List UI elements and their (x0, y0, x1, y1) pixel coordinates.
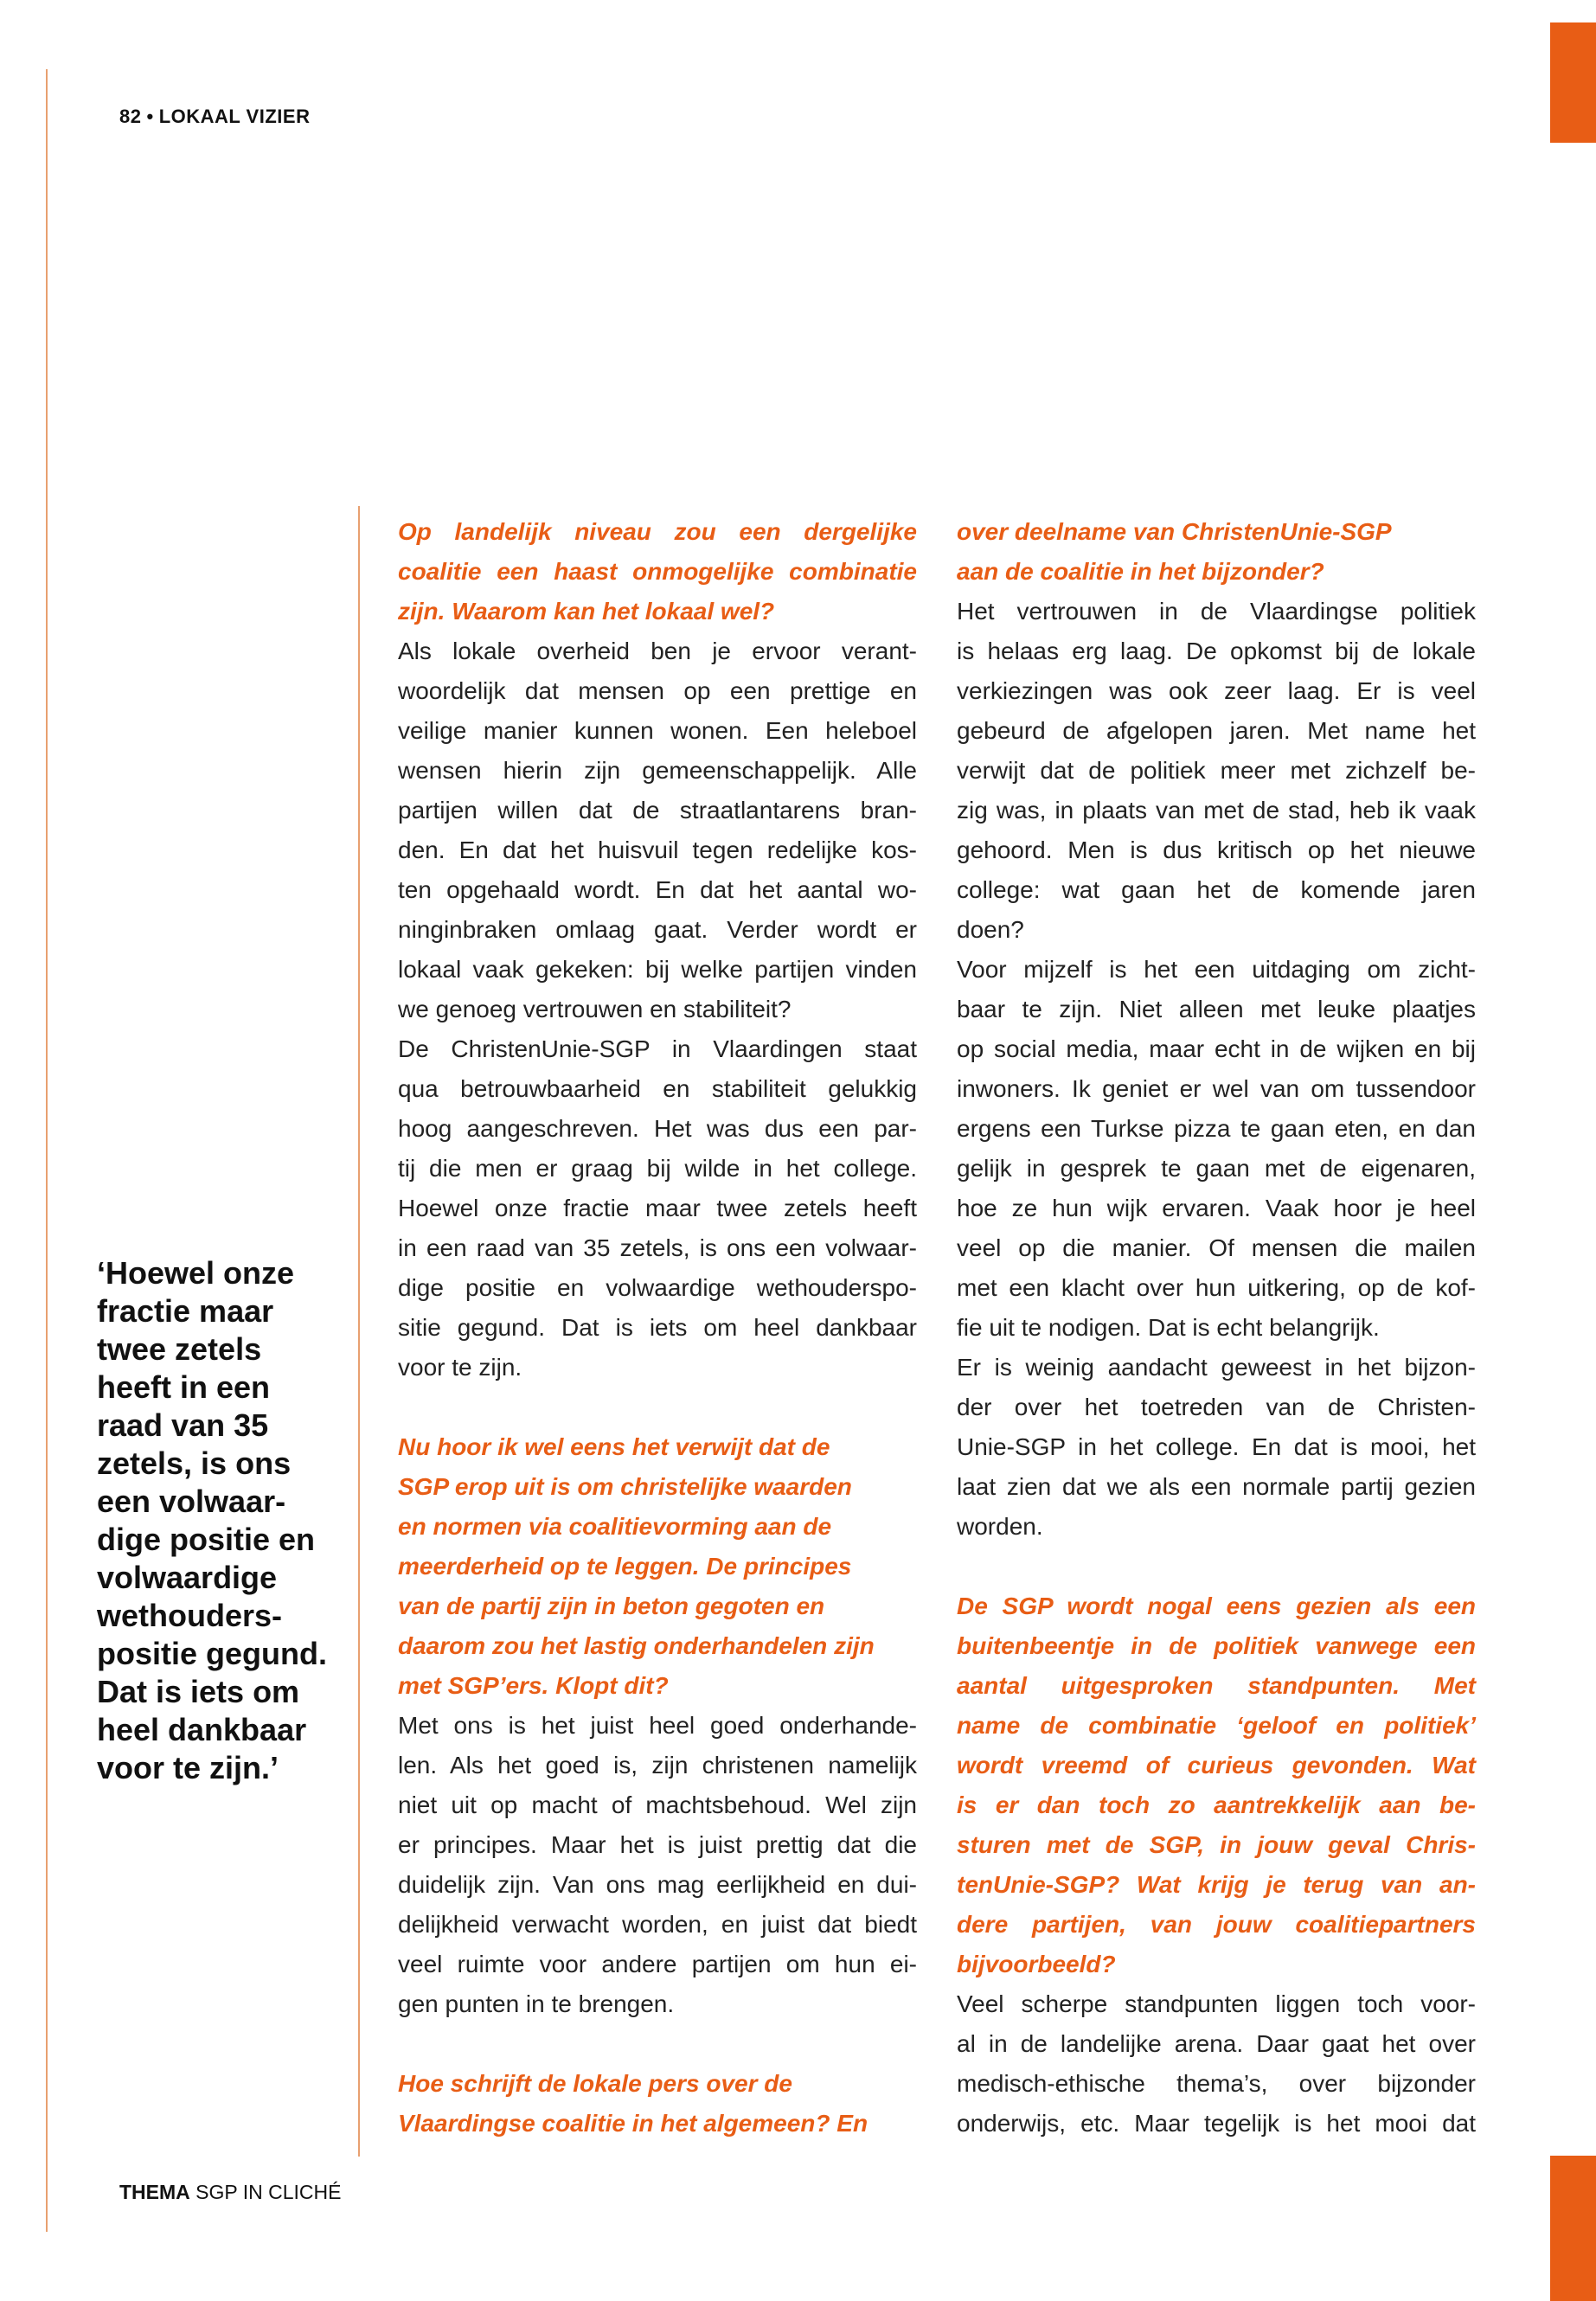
interview-question-line: en normen via coalitievorming aan de (398, 1513, 832, 1540)
pull-quote-line: Dat is iets om (97, 1674, 300, 1709)
interview-question-line: Vlaardingse coalitie in het algemeen? En (398, 2110, 869, 2137)
body-text-line: baar te zijn. Niet alleen met leuke plaatjes (957, 996, 1476, 1022)
pull-quote-line: volwaardige (97, 1560, 278, 1595)
interview-question-line: bijvoorbeeld? (957, 1951, 1116, 1977)
pull-quote-line: fractie maar (97, 1293, 274, 1329)
body-text-line: De ChristenUnie-SGP in Vlaardingen staat (398, 1035, 917, 1062)
article-column-left (398, 512, 917, 2144)
pull-quote-line: een volwaar- (97, 1484, 286, 1519)
body-text-line: Het vertrouwen in de Vlaardingse politiek (957, 598, 1476, 625)
body-text-line: met een klacht over hun uitkering, op de kof- (957, 1274, 1476, 1301)
body-text-line: dige positie en volwaardige wethouderspo- (398, 1274, 917, 1301)
interview-question-line: is er dan toch zo aantrekkelijk aan be- (957, 1791, 1476, 1818)
footer-theme-label: THEMA (119, 2181, 190, 2203)
interview-question-line: De SGP wordt nogal eens gezien als een (957, 1593, 1476, 1619)
body-text-line: hoe ze hun wijk ervaren. Vaak hoor je heel (957, 1195, 1476, 1221)
interview-question-line: aantal uitgesproken standpunten. Met (957, 1672, 1476, 1699)
body-text-line: doen? (957, 916, 1024, 943)
body-text-line: Voor mijzelf is het een uitdaging om zicht- (957, 956, 1476, 983)
pull-quote-line: wethouders- (97, 1598, 283, 1633)
interview-question-line: SGP erop uit is om christelijke waarden (398, 1473, 852, 1500)
paragraph-gap (957, 1547, 1476, 1586)
interview-question-line: wordt vreemd of curieus gevonden. Wat (957, 1752, 1476, 1779)
body-text-line: Als lokale overheid ben je ervoor verant- (398, 638, 917, 664)
body-text-line: delijkheid verwacht worden, en juist dat biedt (398, 1911, 917, 1938)
interview-question-line: Nu hoor ik wel eens het verwijt dat de (398, 1433, 830, 1460)
section-title: LOKAAL VIZIER (158, 106, 311, 127)
body-text-line: Met ons is het juist heel goed onderhande- (398, 1712, 917, 1739)
body-text-line: wensen hierin zijn gemeenschappelijk. Alle (398, 757, 917, 784)
body-text-line: worden. (957, 1513, 1043, 1540)
interview-question-line: aan de coalitie in het bijzonder? (957, 558, 1324, 585)
interview-question-line: coalitie een haast onmogelijke combinatie (398, 558, 917, 585)
pull-quote-line: heel dankbaar (97, 1712, 307, 1747)
body-text-line: al in de landelijke arena. Daar gaat het over (957, 2030, 1476, 2057)
pull-quote-line: ‘Hoewel onze (97, 1255, 295, 1291)
pull-quote-line: twee zetels (97, 1331, 262, 1367)
page-tab-top (1550, 22, 1596, 143)
body-text-line: niet uit op macht of machtsbehoud. Wel zijn (398, 1791, 917, 1818)
body-text-line: Unie-SGP in het college. En dat is mooi, het (957, 1433, 1476, 1460)
interview-question-line: daarom zou het lastig onderhandelen zijn (398, 1632, 875, 1659)
pull-quote-line: zetels, is ons (97, 1445, 292, 1481)
pull-quote (97, 1254, 348, 1787)
body-text-line: voor te zijn. (398, 1354, 522, 1381)
interview-question-line: name de combinatie ‘geloof en politiek’ (957, 1712, 1476, 1739)
paragraph-gap (398, 1388, 917, 1427)
body-text-line: duidelijk zijn. Van ons mag eerlijkheid en dui- (398, 1871, 917, 1898)
pull-quote-line: dige positie en (97, 1522, 316, 1557)
body-text-line: sitie gegund. Dat is iets om heel dankbaar (398, 1314, 917, 1341)
body-text-line: gehoord. Men is dus kritisch op het nieuwe (957, 836, 1476, 863)
interview-question-line: dere partijen, van jouw coalitiepartners (957, 1911, 1476, 1938)
body-text-line: Er is weinig aandacht geweest in het bijzon- (957, 1354, 1476, 1381)
pull-quote-line: raad van 35 (97, 1407, 269, 1443)
interview-question-line: tenUnie-SGP? Wat krijg je terug van an- (957, 1871, 1476, 1898)
body-text-line: len. Als het goed is, zijn christenen namelijk (398, 1752, 917, 1779)
interview-question-line: zijn. Waarom kan het lokaal wel? (398, 598, 775, 625)
body-text-line: tij die men er graag bij wilde in het college. (398, 1155, 917, 1182)
column-rule (358, 506, 360, 2157)
running-header (119, 106, 310, 128)
body-text-line: fie uit te nodigen. Dat is echt belangrijk. (957, 1314, 1380, 1341)
body-text-line: zig was, in plaats van met de stad, heb ik vaak (957, 797, 1476, 824)
paragraph-gap (398, 2024, 917, 2064)
body-text-line: inwoners. Ik geniet er wel van om tussendoor (957, 1075, 1476, 1102)
body-text-line: gen punten in te brengen. (398, 1990, 675, 2017)
interview-question-line: Hoe schrijft de lokale pers over de (398, 2070, 792, 2097)
interview-question-line: buitenbeentje in de politiek vanwege een (957, 1632, 1476, 1659)
body-text-line: den. En dat het huisvuil tegen redelijke kos- (398, 836, 917, 863)
body-text-line: we genoeg vertrouwen en stabiliteit? (398, 996, 792, 1022)
body-text-line: partijen willen dat de straatlantarens bran- (398, 797, 917, 824)
pull-quote-line: positie gegund. (97, 1636, 327, 1671)
body-text-line: veilige manier kunnen wonen. Een heleboel (398, 717, 917, 744)
body-text-line: gelijk in gesprek te gaan met de eigenaren, (957, 1155, 1476, 1182)
body-text-line: op social media, maar echt in de wijken en bij (957, 1035, 1476, 1062)
body-text-line: ergens een Turkse pizza te gaan eten, en dan (957, 1115, 1476, 1142)
body-text-line: Hoewel onze fractie maar twee zetels heeft (398, 1195, 917, 1221)
body-text-line: is helaas erg laag. De opkomst bij de lokale (957, 638, 1476, 664)
interview-question-line: van de partij zijn in beton gegoten en (398, 1593, 825, 1619)
pull-quote-line: heeft in een (97, 1369, 271, 1405)
body-text-line: ninginbraken omlaag gaat. Verder wordt er (398, 916, 917, 943)
body-text-line: hoog aangeschreven. Het was dus een par- (398, 1115, 917, 1142)
article-column-right (957, 512, 1476, 2144)
header-separator: • (146, 106, 154, 127)
body-text-line: medisch-ethische thema’s, over bijzonder (957, 2070, 1476, 2097)
interview-question-line: sturen met de SGP, in jouw geval Chris- (957, 1831, 1476, 1858)
interview-question-line: Op landelijk niveau zou een dergelijke (398, 518, 917, 545)
body-text-line: Veel scherpe standpunten liggen toch voor- (957, 1990, 1476, 2017)
interview-question-line: met SGP’ers. Klopt dit? (398, 1672, 669, 1699)
pull-quote-line: voor te zijn.’ (97, 1750, 279, 1785)
body-text-line: verkiezingen was ook zeer laag. Er is veel (957, 677, 1476, 704)
interview-question-line: over deelname van ChristenUnie-SGP (957, 518, 1392, 545)
body-text-line: er principes. Maar het is juist prettig dat die (398, 1831, 917, 1858)
running-footer (119, 2181, 341, 2204)
page-tab-bottom (1550, 2156, 1596, 2301)
body-text-line: woordelijk dat mensen op een prettige en (398, 677, 917, 704)
body-text-line: verwijt dat de politiek meer met zichzelf be- (957, 757, 1476, 784)
body-text-line: lokaal vaak gekeken: bij welke partijen vinden (398, 956, 917, 983)
page-number: 82 (119, 106, 142, 127)
body-text-line: ten opgehaald wordt. En dat het aantal wo- (398, 876, 917, 903)
body-text-line: college: wat gaan het de komende jaren (957, 876, 1476, 903)
body-text-line: onderwijs, etc. Maar tegelijk is het mooi dat (957, 2110, 1476, 2137)
body-text-line: laat zien dat we als een normale partij gezien (957, 1473, 1476, 1500)
margin-rule (46, 69, 48, 2232)
interview-question-line: meerderheid op te leggen. De principes (398, 1553, 852, 1580)
footer-theme-title: SGP IN CLICHÉ (189, 2181, 342, 2203)
body-text-line: der over het toetreden van de Christen- (957, 1394, 1476, 1420)
body-text-line: veel op die manier. Of mensen die mailen (957, 1234, 1476, 1261)
body-text-line: veel ruimte voor andere partijen om hun ei- (398, 1951, 917, 1977)
body-text-line: gebeurd de afgelopen jaren. Met name het (957, 717, 1476, 744)
body-text-line: in een raad van 35 zetels, is ons een volwaar- (398, 1234, 917, 1261)
body-text-line: qua betrouwbaarheid en stabiliteit gelukkig (398, 1075, 917, 1102)
